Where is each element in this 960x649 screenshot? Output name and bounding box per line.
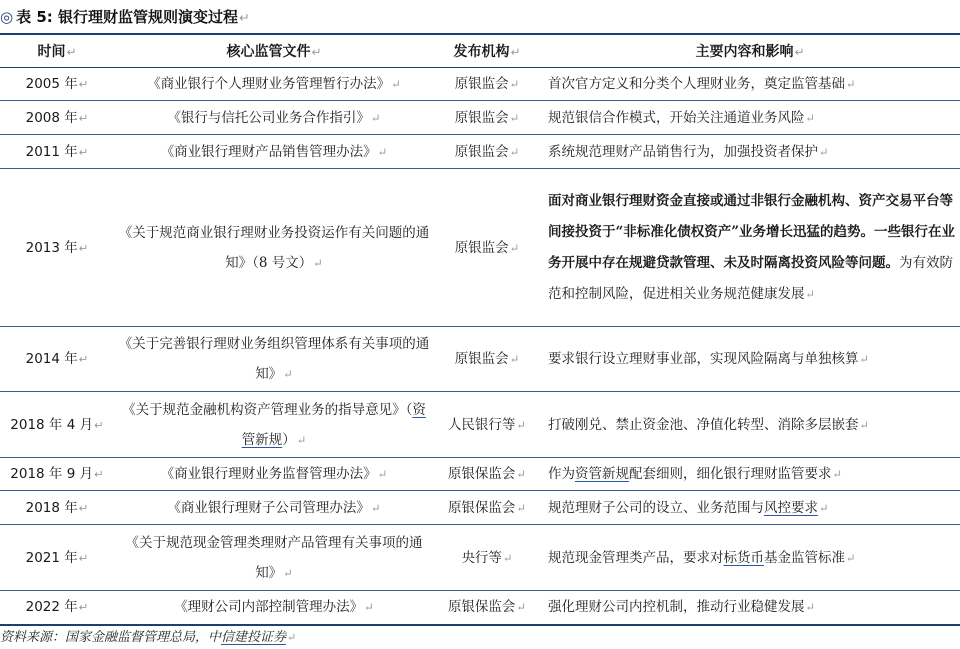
table-title-text: 表 5: 银行理财监管规则演变过程 (16, 8, 238, 26)
header-cell-content: 主要内容和影响↵ (540, 34, 960, 68)
cell-content: 要求银行设立理财事业部，实现风险隔离与单独核算↵ (540, 327, 960, 392)
table-row (0, 101, 960, 135)
cell-issuer: 原银监会↵ (434, 135, 540, 169)
table-row (0, 68, 960, 101)
cell-issuer: 原银监会↵ (434, 327, 540, 392)
underlined-term: 标货币 (723, 549, 764, 566)
table-row (0, 591, 960, 625)
source-link: 信建投证券 (221, 630, 287, 645)
cell-date: 2011 年↵ (0, 135, 114, 169)
cell-content: 规范现金管理类产品，要求对标货币基金监管标准↵ (540, 525, 960, 591)
cell-content: 系统规范理财产品销售行为，加强投资者保护↵ (540, 135, 960, 169)
cell-issuer: 原银监会↵ (434, 68, 540, 101)
table-row (0, 525, 960, 591)
cell-issuer: 原银监会↵ (434, 101, 540, 135)
cell-document: 《商业银行理财产品销售管理办法》↵ (114, 135, 434, 169)
paragraph-mark-icon: ↵ (287, 631, 297, 644)
cell-document: 《银行与信托公司业务合作指引》↵ (114, 101, 434, 135)
cell-date: 2021 年↵ (0, 525, 114, 591)
cell-issuer: 央行等↵ (434, 525, 540, 591)
cell-date: 2018 年↵ (0, 491, 114, 525)
cell-document: 《关于规范商业银行理财业务投资运作有关问题的通知》（8 号文）↵ (114, 169, 434, 327)
paragraph-mark-icon: ↵ (238, 11, 250, 26)
underlined-term: 资管新规 (575, 466, 629, 482)
cell-content: 打破刚兑、禁止资金池、净值化转型、消除多层嵌套↵ (540, 392, 960, 458)
source-note: 资料来源：国家金融监督管理总局，中信建投证券↵ (0, 630, 297, 645)
cell-issuer: 原银保监会↵ (434, 591, 540, 625)
cell-issuer: 原银保监会↵ (434, 458, 540, 491)
cell-content: 规范银信合作模式，开始关注通道业务风险↵ (540, 101, 960, 135)
header-cell-issuer: 发布机构↵ (434, 34, 540, 68)
table-marker-icon: ◎ (0, 8, 14, 26)
table-row (0, 327, 960, 392)
cell-date: 2022 年↵ (0, 591, 114, 625)
cell-issuer: 人民银行等↵ (434, 392, 540, 458)
underlined-term: 资管新规 (241, 401, 426, 448)
table-row (0, 135, 960, 169)
cell-content: 作为资管新规配套细则，细化银行理财监管要求↵ (540, 458, 960, 491)
table-row (0, 392, 960, 458)
header-cell-time: 时间↵ (0, 34, 114, 68)
cell-date: 2005 年↵ (0, 68, 114, 101)
cell-date: 2008 年↵ (0, 101, 114, 135)
cell-document: 《商业银行个人理财业务管理暂行办法》↵ (114, 68, 434, 101)
cell-document: 《商业银行理财业务监督管理办法》↵ (114, 458, 434, 491)
cell-date: 2013 年↵ (0, 169, 114, 327)
cell-content: 面对商业银行理财资金直接或通过非银行金融机构、资产交易平台等间接投资于“非标准化债权资产”业务增长迅猛的趋势。一些银行在业务开展中存在规避贷款管理、未及时隔离投资风险等问题。为有效防范和控制风险，促进相关业务规范健康发展↵ (540, 169, 960, 327)
table-title (0, 4, 250, 30)
cell-date: 2014 年↵ (0, 327, 114, 392)
cell-date: 2018 年 9 月↵ (0, 458, 114, 491)
table-row (0, 491, 960, 525)
underlined-term: 风控要求 (764, 499, 818, 516)
cell-issuer: 原银监会↵ (434, 169, 540, 327)
header-cell-document: 核心监管文件↵ (114, 34, 434, 68)
cell-issuer: 原银保监会↵ (434, 491, 540, 525)
table-row (0, 458, 960, 491)
cell-document: 《关于规范现金管理类理财产品管理有关事项的通知》↵ (114, 525, 434, 591)
cell-date: 2018 年 4 月↵ (0, 392, 114, 458)
cell-document: 《理财公司内部控制管理办法》↵ (114, 591, 434, 625)
regulation-table (0, 33, 960, 626)
cell-document: 《商业银行理财子公司管理办法》↵ (114, 491, 434, 525)
cell-document: 《关于完善银行理财业务组织管理体系有关事项的通知》↵ (114, 327, 434, 392)
cell-content: 首次官方定义和分类个人理财业务，奠定监管基础↵ (540, 68, 960, 101)
cell-content: 规范理财子公司的设立、业务范围与风控要求↵ (540, 491, 960, 525)
table-header-row (0, 34, 960, 68)
cell-content: 强化理财公司内控机制，推动行业稳健发展↵ (540, 591, 960, 625)
table-row (0, 169, 960, 327)
cell-document: 《关于规范金融机构资产管理业务的指导意见》（资管新规）↵ (114, 392, 434, 458)
